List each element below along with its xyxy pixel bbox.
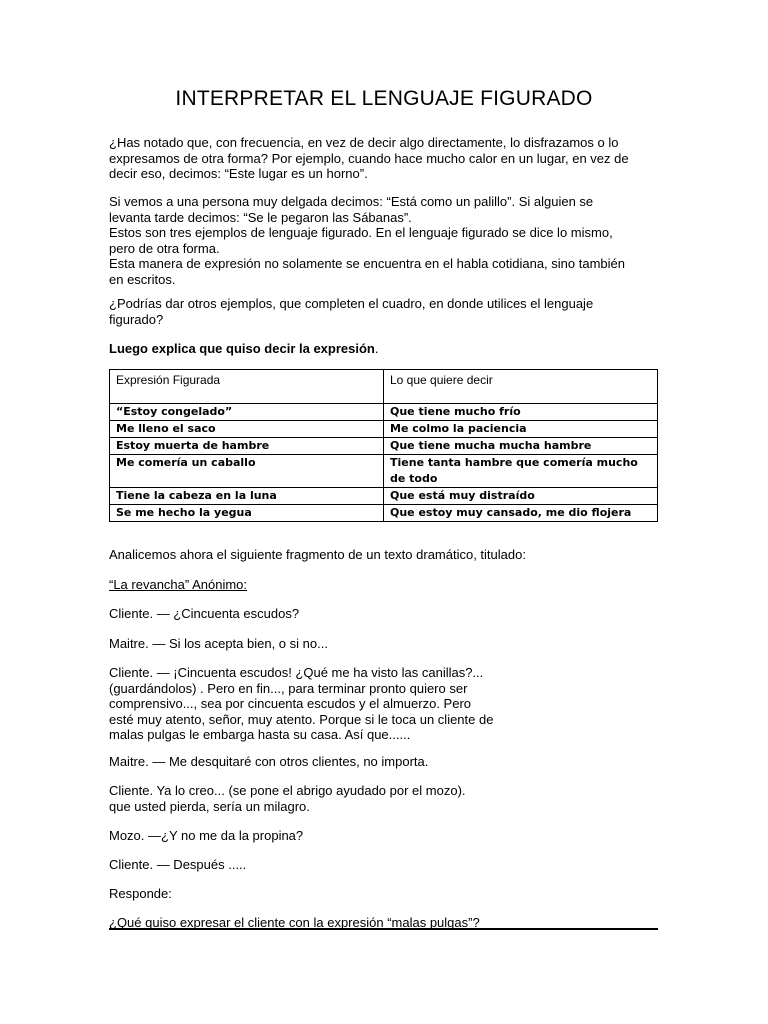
dialogue-line: Cliente. — ¿Cincuenta escudos?	[109, 606, 300, 621]
meaning-cell: Que está muy distraído	[384, 488, 658, 505]
text-line: levanta tarde decimos: “Se le pegaron las Sábanas”.	[109, 209, 412, 225]
text-line: ¿Podrías dar otros ejemplos, que completen el cuadro, en donde utilices el lenguaje	[109, 296, 594, 311]
expression-cell: Estoy muerta de hambre	[110, 438, 384, 455]
table-row	[110, 404, 658, 421]
text-line: malas pulgas le embarga hasta su casa. Así que......	[109, 727, 411, 742]
meaning-cell: Que estoy muy cansado, me dio flojera	[384, 505, 658, 522]
work-title: “La revancha” Anónimo:	[109, 577, 248, 592]
answer-line[interactable]	[109, 928, 658, 930]
column-header-meaning: Lo que quiere decir	[384, 370, 658, 404]
text-line: figurado?	[109, 311, 164, 327]
text-line: ¿Has notado que, con frecuencia, en vez de decir algo directamente, lo disfrazamos o lo	[109, 135, 619, 150]
dialogue-block	[109, 665, 661, 743]
expression-cell: Tiene la cabeza en la luna	[110, 488, 384, 505]
text-line: esté muy atento, señor, muy atento. Porque si le toca un cliente de	[109, 711, 494, 727]
text-line: en escritos.	[109, 271, 176, 287]
fragment-intro: Analicemos ahora el siguiente fragmento de un texto dramático, titulado:	[109, 547, 526, 562]
instruction-period: .	[374, 341, 379, 356]
dialogue-line: Cliente. — Después .....	[109, 857, 247, 872]
text-line: (guardándolos) . Pero en fin..., para terminar pronto quiero ser	[109, 680, 468, 696]
instruction-text: Luego explica que quiso decir la expresión	[109, 341, 375, 356]
meaning-cell: Me colmo la paciencia	[384, 421, 658, 438]
meaning-cell: Que tiene mucha mucha hambre	[384, 438, 658, 455]
table-row	[110, 421, 658, 438]
text-line: Si vemos a una persona muy delgada decimos: “Está como un palillo”. Si alguien se	[109, 194, 594, 209]
page-title: INTERPRETAR EL LENGUAJE FIGURADO	[175, 87, 593, 110]
respond-label: Responde:	[109, 886, 172, 901]
text-line: Cliente. Ya lo creo... (se pone el abrigo ayudado por el mozo).	[109, 783, 466, 798]
text-line: pero de otra forma.	[109, 240, 220, 256]
text-line: comprensivo..., sea por cincuenta escudos y el almuerzo. Pero	[109, 696, 472, 711]
work-title-line	[109, 577, 661, 593]
intro-paragraph-1	[109, 135, 661, 182]
intro-paragraph-3	[109, 296, 661, 327]
text-line: Cliente. — ¡Cincuenta escudos! ¿Qué me ha visto las canillas?...	[109, 665, 484, 680]
meaning-cell: Tiene tanta hambre que comería mucho de todo	[384, 455, 658, 488]
table-row	[110, 488, 658, 505]
expression-cell: Se me hecho la yegua	[110, 505, 384, 522]
table-row	[110, 455, 658, 488]
intro-paragraph-2	[109, 194, 661, 287]
table-row	[110, 505, 658, 522]
expression-cell: Me comería un caballo	[110, 455, 384, 488]
dialogue-block	[109, 783, 661, 814]
text-line: decir eso, decimos: “Este lugar es un horno”.	[109, 166, 368, 181]
dialogue-line: Mozo. —¿Y no me da la propina?	[109, 828, 304, 843]
dialogue-line: Maitre. — Me desquitaré con otros clientes, no importa.	[109, 754, 429, 769]
column-header-expression: Expresión Figurada	[110, 370, 384, 404]
question-text: ¿Qué quiso expresar el cliente con la expresión “malas pulgas”?	[109, 915, 480, 930]
expression-cell: Me lleno el saco	[110, 421, 384, 438]
dialogue-line: Maitre. — Si los acepta bien, o si no...	[109, 636, 328, 651]
text-line: Esta manera de expresión no solamente se encuentra en el habla cotidiana, sino también	[109, 256, 625, 271]
meaning-cell: Que tiene mucho frío	[384, 404, 658, 421]
instruction	[109, 341, 661, 357]
text-line: que usted pierda, sería un milagro.	[109, 798, 310, 814]
table-row	[110, 438, 658, 455]
text-line: Estos son tres ejemplos de lenguaje figurado. En el lenguaje figurado se dice lo mismo,	[109, 225, 613, 240]
table-header-row	[110, 370, 658, 404]
expression-cell: “Estoy congelado”	[110, 404, 384, 421]
figurative-expressions-table	[109, 369, 658, 522]
text-line: expresamos de otra forma? Por ejemplo, cuando hace mucho calor en un lugar, en vez de	[109, 150, 629, 166]
